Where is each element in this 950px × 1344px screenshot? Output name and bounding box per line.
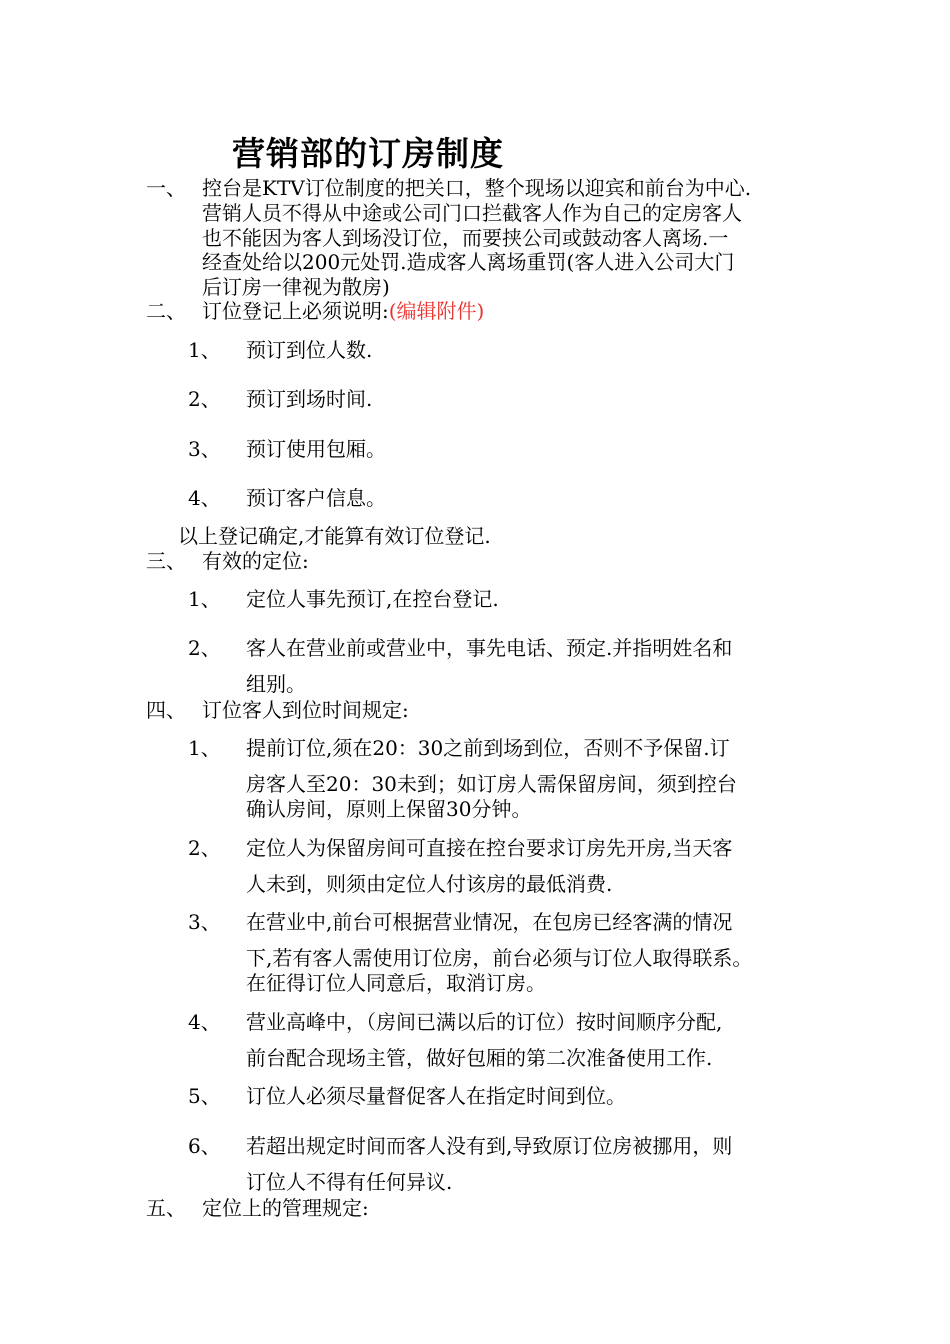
page-title: 营销部的订房制度 bbox=[232, 134, 504, 173]
section-number: 一、 bbox=[146, 176, 186, 200]
item-line: 在营业中,前台可根据营业情况，在包房已经客满的情况 bbox=[246, 910, 733, 934]
paragraph-line: 经查处给以200元处罚.造成客人离场重罚(客人进入公司大门 bbox=[202, 250, 735, 274]
section-number: 三、 bbox=[146, 549, 186, 573]
item-number: 3、 bbox=[188, 437, 221, 461]
section-heading-text: 订位登记上必须说明: bbox=[202, 299, 389, 323]
item-number: 2、 bbox=[188, 387, 221, 411]
item-line: 预订到场时间. bbox=[246, 387, 373, 411]
section-number: 四、 bbox=[146, 698, 186, 722]
item-line: 提前订位,须在20：30之前到场到位，否则不予保留.订 bbox=[246, 736, 730, 760]
item-number: 4、 bbox=[188, 1010, 221, 1034]
item-number: 5、 bbox=[188, 1084, 221, 1108]
item-line: 若超出规定时间而客人没有到,导致原订位房被挪用，则 bbox=[246, 1134, 733, 1158]
item-number: 2、 bbox=[188, 636, 221, 660]
item-line: 订位人必须尽量督促客人在指定时间到位。 bbox=[246, 1084, 626, 1108]
section-heading: 定位上的管理规定: bbox=[202, 1196, 369, 1220]
item-line: 订位人不得有任何异议. bbox=[246, 1170, 453, 1194]
item-line: 营业高峰中，（房间已满以后的订位）按时间顺序分配, bbox=[246, 1010, 723, 1034]
item-number: 6、 bbox=[188, 1134, 221, 1158]
item-line: 预订使用包厢。 bbox=[246, 437, 386, 461]
item-number: 1、 bbox=[188, 587, 221, 611]
item-line: 预订到位人数. bbox=[246, 338, 373, 362]
section-number: 五、 bbox=[146, 1196, 186, 1220]
paragraph-line: 营销人员不得从中途或公司门口拦截客人作为自己的定房客人 bbox=[202, 201, 742, 225]
item-line: 确认房间，原则上保留30分钟。 bbox=[246, 797, 532, 821]
item-line: 房客人至20：30未到；如订房人需保留房间，须到控台 bbox=[246, 772, 737, 796]
item-number: 3、 bbox=[188, 910, 221, 934]
item-line: 定位人为保留房间可直接在控台要求订房先开房,当天客 bbox=[246, 836, 733, 860]
section-number: 二、 bbox=[146, 299, 186, 323]
item-line: 组别。 bbox=[246, 672, 306, 696]
item-line: 人未到，则须由定位人付该房的最低消费. bbox=[246, 872, 613, 896]
item-line: 前台配合现场主管，做好包厢的第二次准备使用工作. bbox=[246, 1046, 713, 1070]
item-line: 定位人事先预订,在控台登记. bbox=[246, 587, 499, 611]
edit-attachment-note: (编辑附件) bbox=[388, 299, 485, 323]
paragraph-line: 后订房一律视为散房) bbox=[202, 275, 390, 299]
section-footer: 以上登记确定,才能算有效订位登记. bbox=[178, 524, 491, 548]
section-heading: 有效的定位: bbox=[202, 549, 309, 573]
item-number: 1、 bbox=[188, 338, 221, 362]
item-line: 客人在营业前或营业中，事先电话、预定.并指明姓名和 bbox=[246, 636, 733, 660]
section-heading bbox=[202, 299, 484, 323]
item-line: 预订客户信息。 bbox=[246, 486, 386, 510]
item-line: 下,若有客人需使用订位房，前台必须与订位人取得联系。 bbox=[246, 946, 753, 970]
section-heading: 订位客人到位时间规定: bbox=[202, 698, 409, 722]
paragraph-line: 控台是KTV订位制度的把关口，整个现场以迎宾和前台为中心. bbox=[202, 176, 752, 200]
item-line: 在征得订位人同意后，取消订房。 bbox=[246, 971, 546, 995]
item-number: 1、 bbox=[188, 736, 221, 760]
item-number: 2、 bbox=[188, 836, 221, 860]
item-number: 4、 bbox=[188, 486, 221, 510]
paragraph-line: 也不能因为客人到场没订位，而要挟公司或鼓动客人离场.一 bbox=[202, 226, 729, 250]
